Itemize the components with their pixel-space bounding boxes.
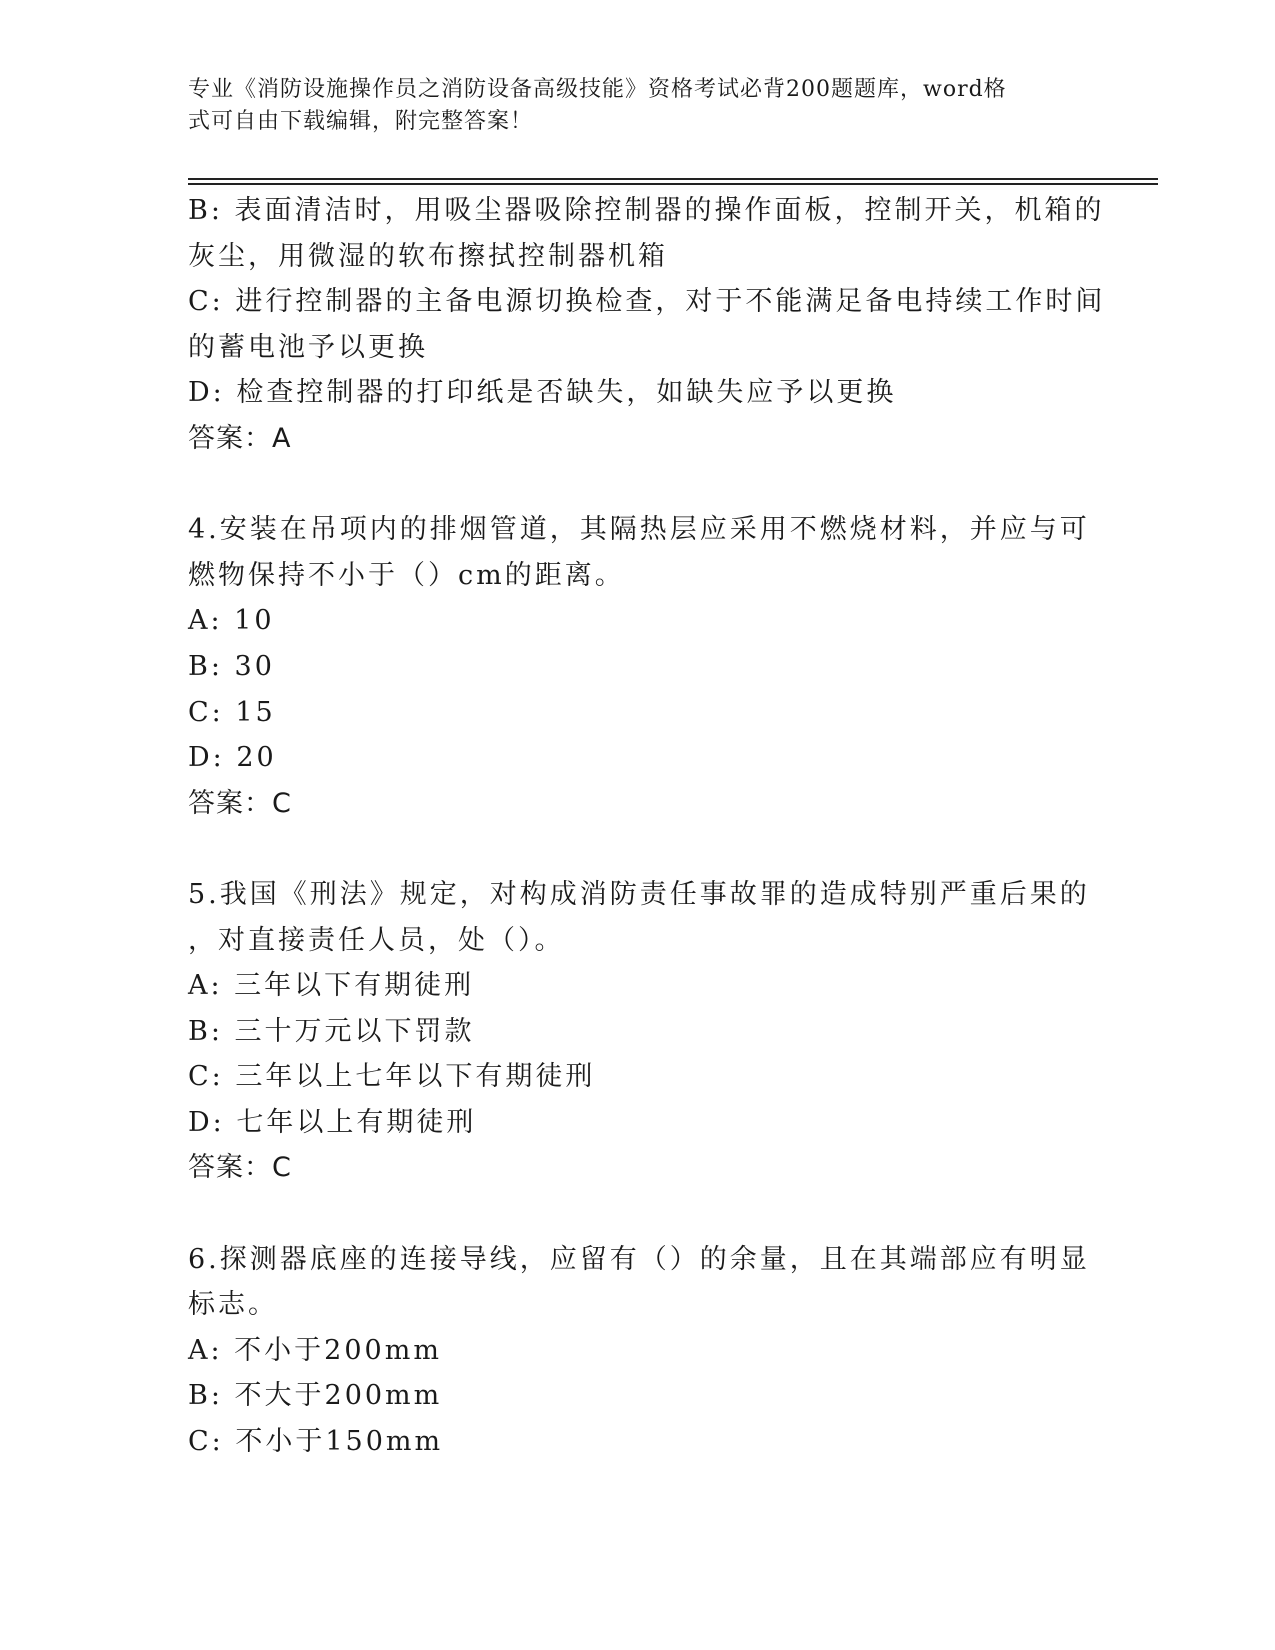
document-header xyxy=(188,74,1078,138)
header-line-2: 式可自由下载编辑，附完整答案！ xyxy=(188,109,534,134)
q6-option-a: A: 不小于200mm xyxy=(188,1334,442,1366)
q5-option-c: C: 三年以上七年以下有期徒刑 xyxy=(188,1061,596,1093)
q4-stem-line-1: 4.安装在吊项内的排烟管道，其隔热层应采用不燃烧材料，并应与可 xyxy=(188,514,1090,546)
q6-stem-line-1: 6.探测器底座的连接导线，应留有（）的余量，且在其端部应有明显 xyxy=(188,1243,1090,1275)
spacer xyxy=(188,462,1088,508)
header-divider-top xyxy=(188,178,1158,180)
q3-option-b-line-1: B: 表面清洁时，用吸尘器吸除控制器的操作面板，控制开关，机箱的 xyxy=(188,195,1105,226)
q5-stem-line-2: ，对直接责任人员，处（）。 xyxy=(188,924,565,956)
q5-answer: 答案：C xyxy=(188,1152,292,1184)
spacer xyxy=(188,826,1088,872)
q3-option-c-line-2: 的蓄电池予以更换 xyxy=(188,331,428,363)
header-divider-bottom xyxy=(188,183,1158,185)
q3-option-d: D: 检查控制器的打印纸是否缺失，如缺失应予以更换 xyxy=(188,377,897,409)
q4-stem-line-2: 燃物保持不小于（）cm的距离。 xyxy=(188,559,625,591)
spacer xyxy=(188,1191,1088,1237)
q3-option-c-line-1: C: 进行控制器的主备电源切换检查，对于不能满足备电持续工作时间 xyxy=(188,286,1106,318)
question-6 xyxy=(188,1237,1088,1465)
header-line-1: 专业《消防设施操作员之消防设备高级技能》资格考试必背200题题库，word格 xyxy=(188,77,1007,102)
q5-option-b: B: 三十万元以下罚款 xyxy=(188,1015,475,1047)
q5-stem-line-1: 5.我国《刑法》规定，对构成消防责任事故罪的造成特别严重后果的 xyxy=(188,878,1090,910)
q5-option-d: D: 七年以上有期徒刑 xyxy=(188,1106,477,1138)
document-body xyxy=(188,188,1106,1465)
q6-option-c: C: 不小于150mm xyxy=(188,1426,444,1458)
q3-option-b-line-2: 灰尘，用微湿的软布擦拭控制器机箱 xyxy=(188,240,668,272)
q4-option-d: D: 20 xyxy=(188,742,277,774)
q4-answer: 答案：C xyxy=(188,787,292,819)
q4-option-a: A: 10 xyxy=(188,605,275,637)
q4-option-c: C: 15 xyxy=(188,696,276,728)
q6-option-b: B: 不大于200mm xyxy=(188,1380,443,1412)
question-3 xyxy=(188,188,1106,462)
question-4 xyxy=(188,507,1088,826)
question-5 xyxy=(188,872,1088,1191)
q5-option-a: A: 三年以下有期徒刑 xyxy=(188,970,475,1002)
q3-answer: 答案：A xyxy=(188,422,292,454)
q6-stem-line-2: 标志。 xyxy=(188,1289,278,1321)
q4-option-b: B: 30 xyxy=(188,650,275,682)
